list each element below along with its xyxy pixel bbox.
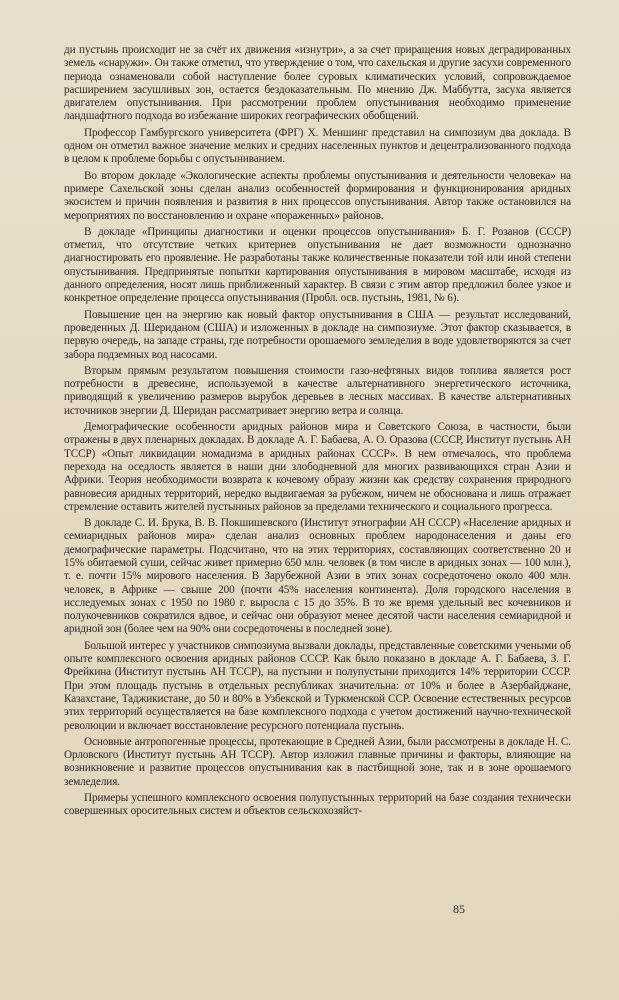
paragraph: Вторым прямым результатом повышения стоимости газо-нефтяных видов топлива является рост потребности в древесине, используемой в качестве альтернативного энергетического источника, приводящий к увеличению размеров вырубок деревьев в лесных массивах. В качестве альтернативных источников энергии Д. Шеридан рассматривает энергию ветра и солнца. — [64, 364, 571, 417]
paragraph: Большой интерес у участников симпозиума вызвали доклады, представленные советскими учеными об опыте комплексного освоения аридных районов СССР. Как было показано в докладе А. Г. Бабаева, З. Г. Фрейкина (Институт пустынь АН ТССР), на пустыни и полупустыни приходится 14% территории СССР. При этом площадь пустынь в отдельных республиках значительна: от 10% и более в Азербайджане, Казахстане, Таджикистане, до 50 и 80% в Узбекской и Туркменской ССР. Освоение естественных ресурсов этих территорий осуществляется на базе комплексного подхода с учетом достижений научно-технической революции и включает восстановление ресурсного потенциала пустынь. — [64, 639, 571, 732]
paragraph: В докладе «Принципы диагностики и оценки процессов опустынивания» Б. Г. Розанов (СССР) отметил, что отсутствие четких критериев опустынивания не дает возможности однозначно диагностировать его проявление. Не разработаны также количественные показатели той или иной степени опустынивания. Предпринятые попытки картирования опустынивания в мировом масштабе, исходя из данного определения, носят лишь приближенный характер. В связи с этим автор предложил более узкое и конкретное определение процесса опустынивания (Пробл. осв. пустынь, 1981, № 6). — [64, 225, 571, 305]
paragraph: Демографические особенности аридных районов мира и Советского Союза, в частности, были отражены в двух пленарных докладах. В докладе А. Г. Бабаева, А. О. Оразова (СССР, Институт пустынь АН ТССР) «Опыт ликвидации номадизма в аридных районах СССР». В нем отмечалось, что проблема перехода на оседлость является в наши дни злободневной для многих развивающихся стран Азии и Африки. Теория необходимости возврата к кочевому образу жизни как средству сохранения природного равновесия аридных территорий, нередко выдвигаемая за рубежом, ничем не обоснована и лишь отражает стремление оставить жителей пустынных районов за пределами технического и социального прогресса. — [64, 421, 571, 513]
paragraph: В докладе С. И. Брука, В. В. Покшишевского (Институт этнографии АН СССР) «Население аридных и семиаридных районов мира» сделан анализ основных проблем народонаселения и даны его демографические параметры. Подсчитано, что на этих территориях, составляющих соответственно 20 и 15% обитаемой суши, сейчас живет примерно 650 млн. человек (в том числе в аридных зонах — 100 млн.), т. е. почти 15% мирового населения. В Зарубежной Азии в этих зонах сосредоточено около 400 млн. человек, в Африке — свыше 200 (почти 45% населения континента). Доля городского населения в исследуемых зонах с 1950 по 1980 г. выросла с 15 до 35%. В то же время удельный вес кочевников и полукочевников сократился вдвое, и сейчас они образуют менее десятой части населения семиаридной и аридной зон (более чем на 90% они сосредоточены в последней зоне). — [64, 517, 571, 636]
paragraph: Примеры успешного комплексного освоения полупустынных территорий на базе создания технически совершенных оросительных систем и объектов сельскохозяйст- — [64, 792, 571, 818]
page-number: 85 — [453, 902, 465, 916]
body-text — [64, 44, 571, 819]
paragraph: ди пустынь происходит не за счёт их движения «изнутри», а за счет приращения новых деградированных земель «снаружи». Он также отметил, что утверждение о том, что сахельская и другие засухи современного периода ознаменовали собой наступление более суровых климатических условий, сопровождаемое расширением засушливых зон, остается бездоказательным. По мнению Дж. Маббутта, засуха является двигателем опустынивания. При рассмотрении проблем опустынивания необходимо применение ландшафтного подхода во избежание широких географических обобщений. — [64, 44, 571, 123]
paragraph: Повышение цен на энергию как новый фактор опустынивания в США — результат исследований, проведенных Д. Шериданом (США) и изложенных в докладе на симпозиуме. Этот фактор сказывается, в первую очередь, на западе страны, где потребности орошаемого земледелия в воде удовлетворяются за счет забора подземных вод насосами. — [64, 308, 571, 361]
paragraph: Основные антропогенные процессы, протекающие в Средней Азии, были рассмотрены в докладе Н. С. Орловского (Институт пустынь АН ТССР). Автор изложил главные причины и факторы, влияющие на возникновение и развитие процессов опустынивания как в пастбищной зоне, так и в зоне орошаемого земледелия. — [64, 735, 571, 788]
paragraph: Профессор Гамбургского университета (ФРГ) Х. Меншинг представил на симпозиум два доклада. В одном он отметил важное значение мелких и средних населенных пунктов и децентрализованного подхода в целом к проблеме борьбы с опустыниванием. — [64, 126, 571, 166]
paragraph: Во втором докладе «Экологические аспекты проблемы опустынивания и деятельности человека» на примере Сахельской зоны сделан анализ особенностей формирования и функционирования аридных экосистем и причин появления и развития в них процессов опустынивания. Автор также остановился на мероприятиях по восстановлению и охране «пораженных» районов. — [64, 169, 571, 222]
